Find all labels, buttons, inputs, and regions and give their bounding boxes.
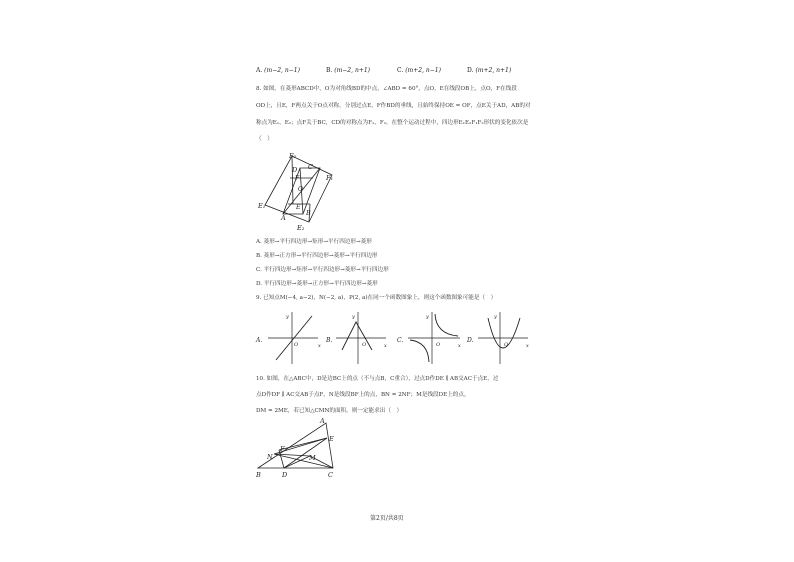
q10-label-d: D <box>282 471 288 479</box>
q10-label-c: C <box>328 471 333 479</box>
q8-label-b: B <box>306 209 311 217</box>
q10-stem-line-2: 点D作DF ∥ AC交AB于点F，N是线段BF上的点，BN = 2NF；M是线段DE上的点， <box>256 392 470 398</box>
q8-label-f1: F₁ <box>326 174 334 182</box>
page-number: 第2页/共8页 <box>370 515 404 522</box>
q8-label-e1: E₁ <box>258 202 266 210</box>
q7-option-b: B. (m−2, n+1) <box>326 67 370 74</box>
q10-stem-line-1: 10. 如图，在△ABC中，D是边BC上的点（不与点B，C重合），过点D作DE ∥ AB交AC于点E，过 <box>256 376 499 382</box>
q8-label-a: A <box>281 214 286 222</box>
q8-choice-a: A. 菱形→平行四边形→矩形→平行四边形→菱形 <box>256 239 372 245</box>
q8-stem-line-2: OD上，且E，F两点关于O点对称，分别过点E，F作BD的垂线，且始终保持OE = OF，点E关于AD，AB的对 <box>256 103 531 109</box>
svg-text:x: x <box>318 343 321 349</box>
svg-text:x: x <box>526 343 529 349</box>
q7-option-d: D. (m+2, n+1) <box>467 67 512 74</box>
q8-label-e2: E₂ <box>297 224 305 232</box>
q10-stem-line-3: DM = 2ME，若已知△CMN的面积，则一定能求出（ ） <box>256 408 403 414</box>
q10-label-a: A <box>320 417 325 425</box>
q10-label-m: M <box>309 454 316 462</box>
svg-text:O: O <box>436 342 441 348</box>
q8-stem-line-3: 称点为E₁，E₂；点F关于BC，CD的对称点为F₁，F₂，在整个运动过程中，四边形E₁E₂F₁F₂形状的变化依次是 <box>256 120 529 126</box>
svg-text:y: y <box>426 314 429 320</box>
q10-label-e: E <box>329 435 334 443</box>
svg-text:O: O <box>504 342 509 348</box>
q9-graph-a-letter: A. <box>256 337 263 344</box>
q10-label-n: N <box>267 453 273 461</box>
q9-stem: 9. 已知点M(−4, a−2)，N(−2, a)，P(2, a)在同一个函数图象上，则这个函数图象可能是（ ） <box>256 295 497 301</box>
q8-label-o: O <box>298 186 303 193</box>
svg-text:O: O <box>294 342 299 348</box>
q7-option-a: A. (m−2, n−1) <box>256 67 300 74</box>
q8-choice-b: B. 菱形→正方形→平行四边形→菱形→平行四边形 <box>256 253 378 259</box>
q8-label-d: D <box>292 166 298 174</box>
q8-choice-d: D. 平行四边形→菱形→正方形→平行四边形→菱形 <box>256 281 378 287</box>
svg-text:y: y <box>494 314 497 320</box>
q9-graph-d-letter: D. <box>467 337 474 344</box>
q10-label-b: B <box>256 471 261 479</box>
q8-label-e: E <box>296 204 301 211</box>
svg-text:x: x <box>384 343 387 349</box>
q8-label-f: F <box>295 175 300 182</box>
svg-text:y: y <box>286 314 289 320</box>
q7-option-c: C. (m+2, n−1) <box>397 67 441 74</box>
svg-text:O: O <box>362 342 367 348</box>
q8-stem-line-1: 8. 如图，在菱形ABCD中，O为对角线BD的中点，∠ABD = 60°，点O，E在线段OB上，点O，F在线段 <box>256 86 517 92</box>
q10-label-f: F <box>280 445 285 453</box>
q9-graph-b-letter: B. <box>326 337 333 344</box>
svg-text:x: x <box>458 343 461 349</box>
q8-label-c: C <box>308 163 313 171</box>
svg-text:y: y <box>352 314 355 320</box>
q8-stem-line-4: （ ） <box>256 136 273 142</box>
q9-graph-c-letter: C. <box>397 337 404 344</box>
q8-label-f2: F₂ <box>289 152 297 160</box>
q8-choice-c: C. 平行四边形→矩形→平行四边形→菱形→平行四边形 <box>256 267 389 273</box>
